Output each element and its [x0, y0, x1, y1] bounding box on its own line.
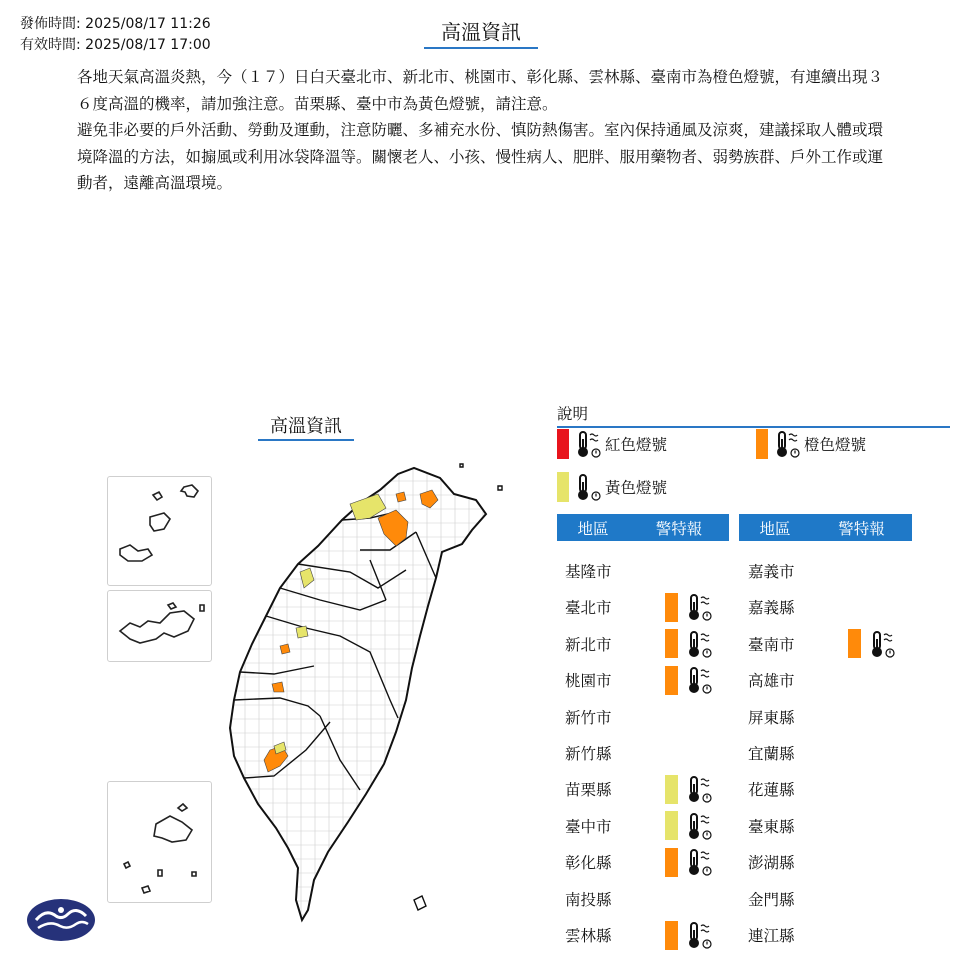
yellow-swatch: [665, 811, 678, 840]
table-row: [557, 626, 712, 662]
table-row: [740, 771, 848, 807]
region-name: 新竹縣: [565, 745, 612, 763]
region-name: 桃園市: [565, 672, 612, 691]
table-row: [557, 699, 665, 735]
col-warning-right: 警特報: [838, 519, 885, 538]
region-name: 嘉義縣: [748, 599, 795, 618]
orange-swatch: [665, 921, 678, 950]
table-row: [740, 699, 848, 735]
region-name: 嘉義市: [748, 563, 795, 581]
table-row: [557, 735, 665, 771]
orange-swatch: [665, 848, 678, 877]
region-name: 苗栗縣: [565, 781, 612, 800]
table-row: [740, 662, 848, 698]
table-row: [557, 589, 712, 625]
region-name: 臺南市: [748, 635, 795, 654]
thermometer-heat-icon: [686, 774, 712, 804]
orange-swatch: [665, 593, 678, 622]
page-title: 高溫資訊: [424, 16, 538, 49]
thermometer-heat-icon: [686, 665, 712, 695]
warning-cell: [665, 847, 712, 877]
cwa-logo-icon: [26, 898, 96, 942]
region-name: 連江縣: [748, 927, 795, 945]
warning-cell: [665, 811, 712, 841]
region-changhua-orange: [280, 644, 290, 654]
warning-cell: [848, 629, 895, 659]
valid-time: 有效時間: 2025/08/17 17:00: [20, 37, 211, 53]
warning-cell: [665, 665, 712, 695]
table-header-right: [739, 514, 912, 541]
red-swatch: [557, 429, 569, 459]
region-name: 新北市: [565, 635, 612, 654]
region-name: 臺東縣: [748, 817, 795, 836]
region-changhua-yellow: [296, 626, 308, 638]
table-row: [740, 626, 895, 662]
legend-yellow-label: 黃色燈號: [605, 479, 668, 497]
thermometer-heat-icon: [869, 629, 895, 659]
table-row: [557, 881, 665, 917]
thermometer-heat-icon: [686, 629, 712, 659]
region-yunlin-orange: [272, 682, 284, 692]
region-name: 澎湖縣: [748, 854, 795, 873]
col-warning-left: 警特報: [655, 519, 703, 538]
orange-swatch: [665, 629, 678, 658]
thermometer-heat-icon: [686, 847, 712, 877]
table-row: [740, 917, 848, 953]
legend-heading: 說明: [557, 402, 950, 428]
yellow-swatch: [557, 472, 569, 502]
publish-info: [20, 14, 211, 56]
legend-yellow: [557, 472, 667, 502]
thermometer-heat-icon: [774, 429, 800, 459]
region-name: 花蓮縣: [748, 781, 795, 800]
warning-cell: [665, 920, 712, 950]
warning-cell: [665, 629, 712, 659]
thermometer-heat-icon: [575, 472, 601, 502]
thermometer-heat-icon: [575, 429, 601, 459]
table-row: [557, 771, 712, 807]
thermometer-heat-icon: [686, 592, 712, 622]
region-name: 彰化縣: [565, 854, 612, 873]
inset-matsu: [107, 781, 212, 903]
table-row: [740, 735, 848, 771]
table-row: [557, 808, 712, 844]
orange-swatch: [665, 666, 678, 695]
col-region-left: 地區: [577, 519, 609, 538]
region-name: 臺北市: [565, 599, 612, 618]
region-name: 屏東縣: [748, 708, 795, 727]
col-region-right: 地區: [759, 519, 791, 538]
taiwan-map: [210, 460, 510, 930]
thermometer-heat-icon: [686, 920, 712, 950]
region-newtaipei-orange: [396, 492, 406, 502]
table-row: [740, 881, 848, 917]
warning-cell: [665, 774, 712, 804]
warning-cell: [665, 592, 712, 622]
legend-orange: [756, 429, 866, 459]
description-paragraph-1: 各地天氣高溫炎熱，今（１７）日白天臺北市、新北市、桃園市、彰化縣、雲林縣、臺南市為橙色燈號，有連續出現３６度高溫的機率，請加強注意。苗栗縣、臺中市為黃色燈號，請注意。: [77, 68, 884, 113]
region-name: 金門縣: [748, 890, 795, 909]
table-header-left: [557, 514, 729, 541]
table-row: [557, 917, 712, 953]
description-paragraph-2: 避免非必要的戶外活動、勞動及運動，注意防曬、多補充水份、慎防熱傷害。室內保持通風及涼爽，建議採取人體或環境降溫的方法，如搧風或利用冰袋降溫等。關懷老人、小孩、慢性病人、肥胖、服用藥物者、弱勢族群、戶外工作或運動者，遠離高溫環境。: [77, 121, 884, 192]
table-row: [740, 808, 848, 844]
table-row: [740, 589, 848, 625]
region-name: 雲林縣: [565, 927, 612, 945]
issued-time: 發佈時間: 2025/08/17 11:26: [20, 16, 211, 32]
thermometer-heat-icon: [686, 811, 712, 841]
inset-kinmen: [107, 590, 212, 662]
inset-penghu: [107, 476, 212, 586]
table-row: [557, 844, 712, 880]
description: [77, 64, 887, 197]
yellow-swatch: [665, 775, 678, 804]
region-name: 高雄市: [748, 672, 795, 691]
table-row: [740, 844, 848, 880]
orange-swatch: [756, 429, 768, 459]
table-row: [557, 553, 665, 589]
region-name: 南投縣: [565, 890, 612, 909]
table-row: [740, 553, 848, 589]
region-name: 新竹市: [565, 708, 612, 727]
map-title: 高溫資訊: [258, 412, 354, 441]
legend-red-label: 紅色燈號: [605, 436, 668, 454]
region-name: 臺中市: [565, 817, 612, 836]
legend-red: [557, 429, 667, 459]
region-name: 基隆市: [565, 563, 612, 581]
region-name: 宜蘭縣: [748, 745, 795, 763]
orange-swatch: [848, 629, 861, 658]
legend-orange-label: 橙色燈號: [804, 436, 867, 454]
table-row: [557, 662, 712, 698]
